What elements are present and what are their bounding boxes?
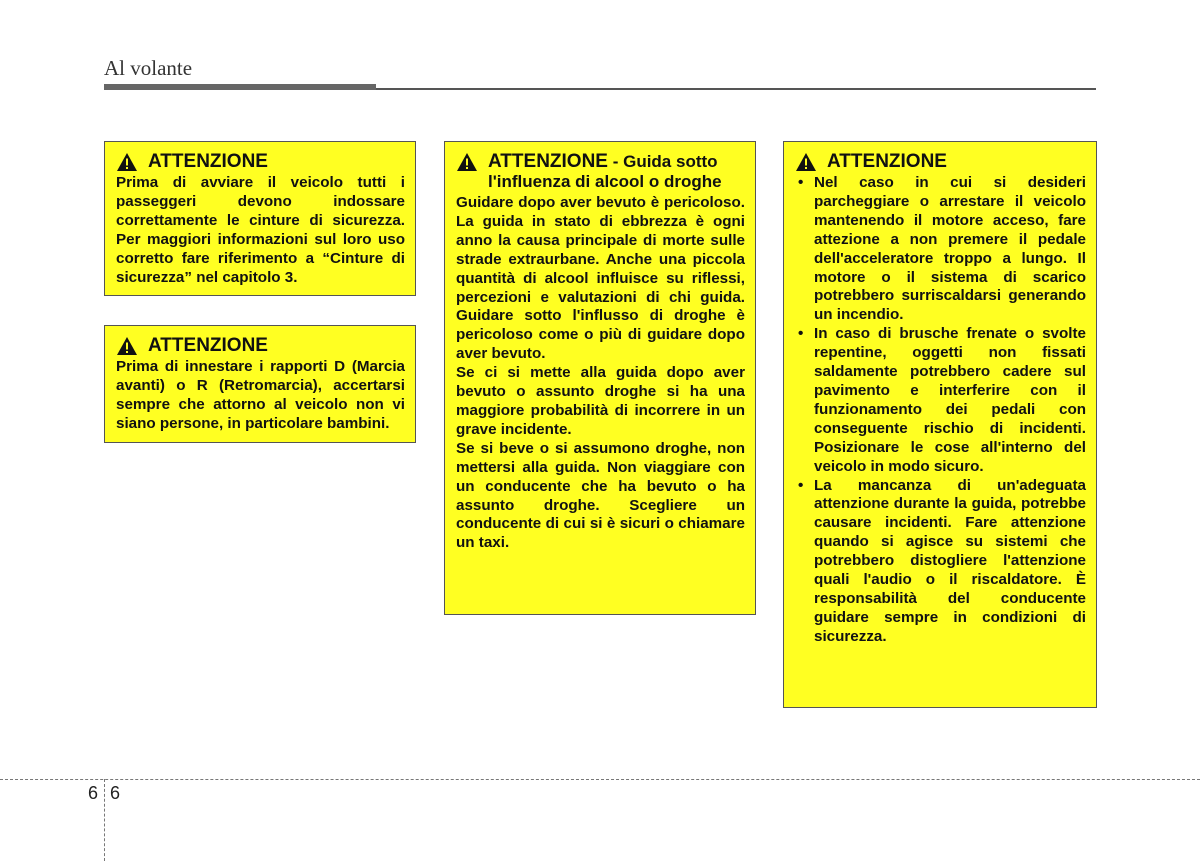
warning-triangle-icon xyxy=(116,336,138,356)
warning-paragraph: Se ci si mette alla guida dopo aver bevuto o assunto droghe si ha una maggiore probabilità di incorrere in un grave incidente. xyxy=(456,364,745,438)
warning-heading xyxy=(795,152,1086,172)
warning-paragraph: Se si beve o si assumono droghe, non mettersi alla guida. Non viaggiare con un conducente che ha bevuto o ha assunto droghe. Scegliere un conducente di cui si è sicuri o chiamare un taxi. xyxy=(456,439,745,552)
warning-text: Prima di innestare i rapporti D (Marcia avanti) o R (Retromarcia), accertarsi sempre che attorno al veicolo non vi siano persone, in particolare bambini. xyxy=(116,358,405,432)
warning-box-alcohol-drugs xyxy=(444,141,756,615)
warning-bullet-list xyxy=(795,174,1086,647)
warning-heading xyxy=(116,336,405,356)
header-rule-thin xyxy=(376,88,1096,90)
warning-triangle-icon xyxy=(795,152,817,172)
warning-bullet-item: • Nel caso in cui si desideri parcheggiare o arrestare il veicolo mantenendo il motore acceso, fare attezione a non premere il pedale dell'acceleratore troppo a lungo. Il motore o il sistema di scarico potrebbero surriscaldarsi generando un incendio. xyxy=(795,174,1086,325)
warning-triangle-icon xyxy=(456,152,478,172)
warning-box-gear-shift xyxy=(104,325,416,443)
warning-bullet-item: • La mancanza di un'adeguata attenzione durante la guida, potrebbe causare incidenti. Fare attenzione quando si agisce su sistemi che potrebbero distogliere l'attenzione quali l'audio o il riscaldatore. È responsabilità del conducente guidare sempre in condizioni di sicurezza. xyxy=(795,477,1086,647)
warning-title: ATTENZIONE xyxy=(827,151,947,172)
warning-title: ATTENZIONE xyxy=(488,151,608,172)
footer-dashed-line xyxy=(0,779,1200,780)
warning-text xyxy=(456,194,745,553)
page-header-title: Al volante xyxy=(104,56,193,80)
warning-text: Prima di avviare il veicolo tutti i passeggeri devono indossare correttamente le cinture di sicurezza. Per maggiori informazioni sul loro uso corretto fare riferimento a “Cinture di sicurezza” nel capitolo 3. xyxy=(116,174,405,286)
chapter-number: 6 xyxy=(88,783,99,803)
warning-triangle-icon xyxy=(116,152,138,172)
warning-title: ATTENZIONE xyxy=(148,151,268,172)
warning-subtitle: - Guida sotto l'influenza di alcool o droghe xyxy=(488,152,722,191)
warning-title: ATTENZIONE xyxy=(148,335,268,356)
warning-bullet-item: • In caso di brusche frenate o svolte repentine, oggetti non fissati saldamente potrebbero cadere sul pavimento e interferire con il funzionamento dei pedali con conseguente rischio di incidenti. Posizionare le cose all'interno del veicolo in modo sicuro. xyxy=(795,325,1086,476)
warning-box-vehicle-safety xyxy=(783,141,1097,708)
footer-dashed-divider xyxy=(104,779,105,861)
warning-heading xyxy=(116,152,405,172)
warning-heading xyxy=(456,152,745,192)
warning-title-group xyxy=(488,152,745,192)
warning-paragraph: Guidare dopo aver bevuto è pericoloso. La guida in stato di ebbrezza è ogni anno la causa principale di morte sulle strade extraurbane. Anche una piccola quantità di alcool influisce su riflessi, percezioni e valutazioni di chi guida. Guidare sotto l'influsso di droghe è pericoloso come o più di guidare dopo aver bevuto. xyxy=(456,194,745,363)
page-number: 6 xyxy=(110,783,121,803)
warning-box-seatbelts xyxy=(104,141,416,296)
header-rule-thick xyxy=(104,84,376,90)
